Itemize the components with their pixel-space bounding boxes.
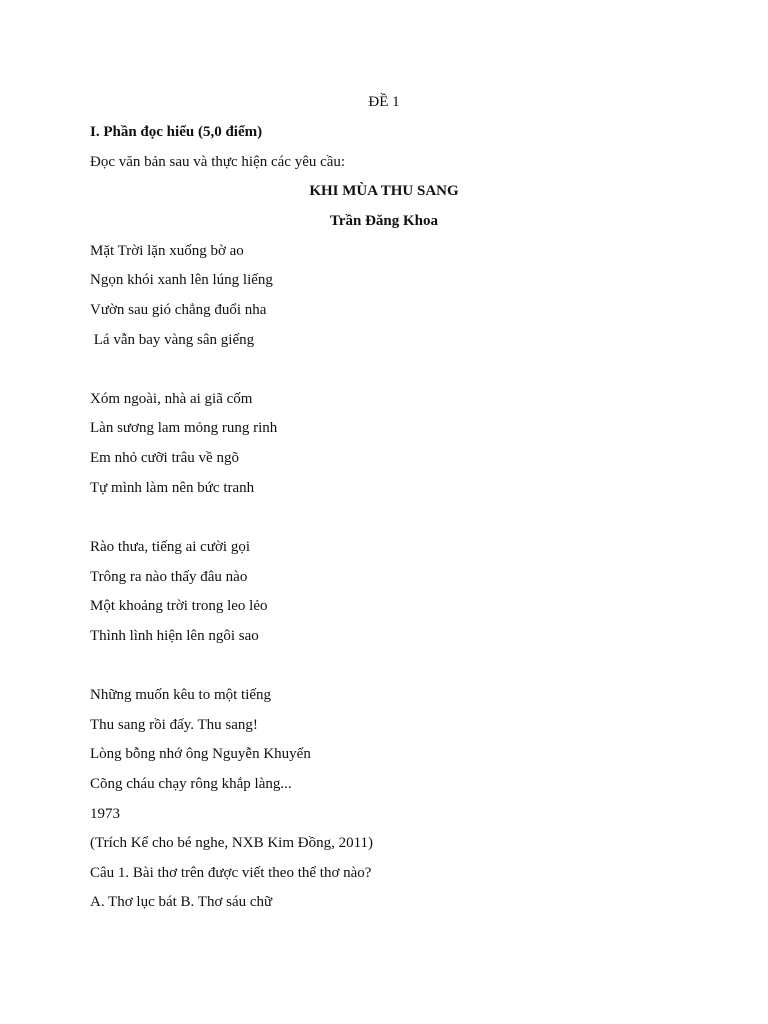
poem-line: Rào thưa, tiếng ai cười gọi	[90, 539, 250, 555]
section-title: I. Phần đọc hiểu (5,0 điểm)	[90, 124, 263, 140]
poem-line: Ngọn khói xanh lên lúng liếng	[90, 272, 273, 288]
poem-line: Thu sang rồi đấy. Thu sang!	[90, 717, 258, 733]
instruction-text: Đọc văn bản sau và thực hiện các yêu cầu:	[90, 154, 346, 170]
poem-line: Thình lình hiện lên ngôi sao	[90, 628, 259, 644]
poem-line: Làn sương lam mỏng rung rinh	[90, 420, 278, 436]
poem-author: Trần Đăng Khoa	[329, 213, 439, 229]
poem-line: Cõng cháu chạy rông khắp làng...	[90, 776, 292, 792]
poem-year: 1973	[90, 806, 120, 822]
poem-line: Những muốn kêu to một tiếng	[90, 687, 272, 703]
question-1: Câu 1. Bài thơ trên được viết theo thể thơ nào?	[90, 865, 372, 881]
exam-heading: ĐỀ 1	[368, 94, 400, 110]
poem-line: Trông ra nào thấy đâu nào	[90, 569, 248, 585]
answer-options: A. Thơ lục bát B. Thơ sáu chữ	[90, 894, 273, 910]
poem-line: Em nhỏ cưỡi trâu về ngõ	[90, 450, 239, 466]
poem-title: KHI MÙA THU SANG	[309, 183, 459, 199]
poem-line: Một khoảng trời trong leo lẻo	[90, 598, 268, 614]
poem-line: Tự mình làm nên bức tranh	[90, 480, 255, 496]
poem-line: Mặt Trời lặn xuống bờ ao	[90, 243, 244, 259]
source-citation: (Trích Kể cho bé nghe, NXB Kim Đồng, 2011)	[90, 835, 374, 851]
poem-line: Lòng bỗng nhớ ông Nguyễn Khuyến	[90, 746, 311, 762]
poem-line: Xóm ngoài, nhà ai giã cốm	[90, 391, 253, 407]
poem-line: Lá vẫn bay vàng sân giếng	[90, 332, 255, 348]
poem-line: Vườn sau gió chẳng đuổi nha	[90, 302, 267, 318]
